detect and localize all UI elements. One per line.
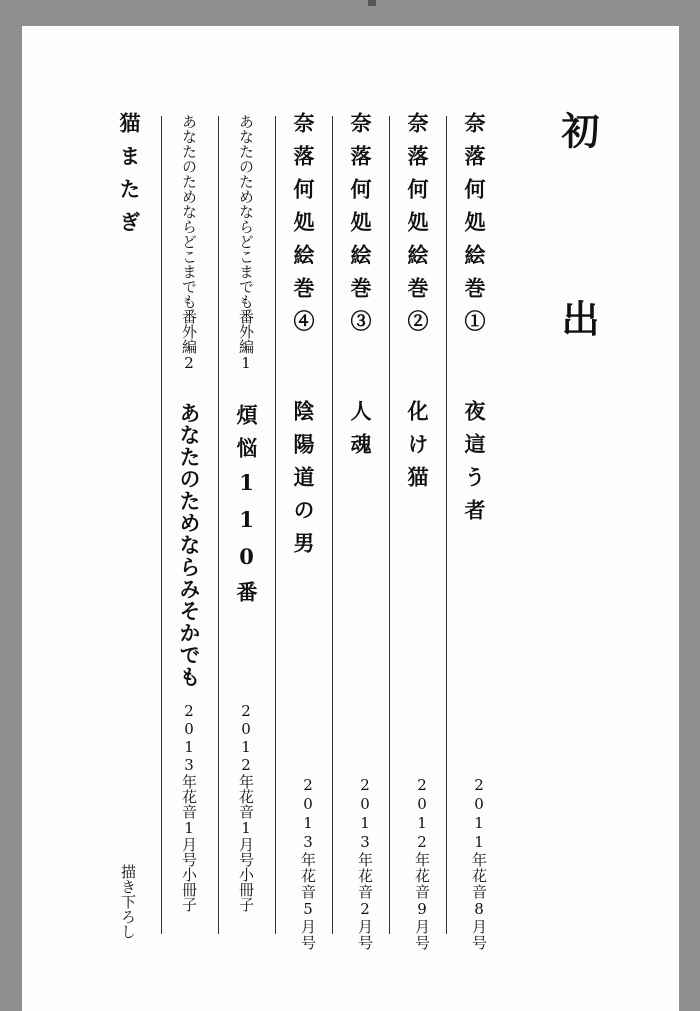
- column-divider: [389, 116, 390, 934]
- column-divider: [275, 116, 276, 934]
- column-divider: [446, 116, 447, 934]
- entry-3-subtitle: 人魂: [348, 400, 373, 466]
- scan-mark: [368, 0, 376, 6]
- entry-7-source: 描き下ろし: [119, 864, 137, 939]
- entry-2-series: 奈落何処絵巻②: [405, 112, 430, 343]
- entry-2-subtitle: 化け猫: [405, 400, 430, 499]
- entry-5-series: あなたのためならどこまでも番外編1: [237, 114, 255, 372]
- entry-6-source: 2013年花音1月号小冊子: [180, 702, 198, 912]
- entry-1-subtitle: 夜這う者: [462, 400, 487, 532]
- document-page: [22, 26, 679, 1011]
- entry-3-series: 奈落何処絵巻③: [348, 112, 373, 343]
- entry-3-source: 2013年花音2月号: [356, 776, 374, 951]
- entry-7-series: 猫またぎ: [117, 112, 142, 244]
- entry-6-series: あなたのためならどこまでも番外編2: [180, 114, 198, 372]
- column-divider: [218, 116, 219, 934]
- entry-1-source: 2011年花音8月号: [470, 776, 488, 951]
- entry-4-subtitle: 陰陽道の男: [291, 400, 316, 565]
- entry-6-subtitle: あなたのためならみそかでも: [177, 402, 202, 688]
- entry-4-series: 奈落何処絵巻④: [291, 112, 316, 343]
- entry-4-source: 2013年花音5月号: [299, 776, 317, 951]
- page-heading: 初出: [555, 111, 600, 487]
- entry-5-source: 2012年花音1月号小冊子: [237, 702, 255, 912]
- column-divider: [332, 116, 333, 934]
- entry-5-subtitle: 煩悩110番: [234, 404, 259, 614]
- entry-2-source: 2012年花音9月号: [413, 776, 431, 951]
- entry-1-series: 奈落何処絵巻①: [462, 112, 487, 343]
- column-divider: [161, 116, 162, 934]
